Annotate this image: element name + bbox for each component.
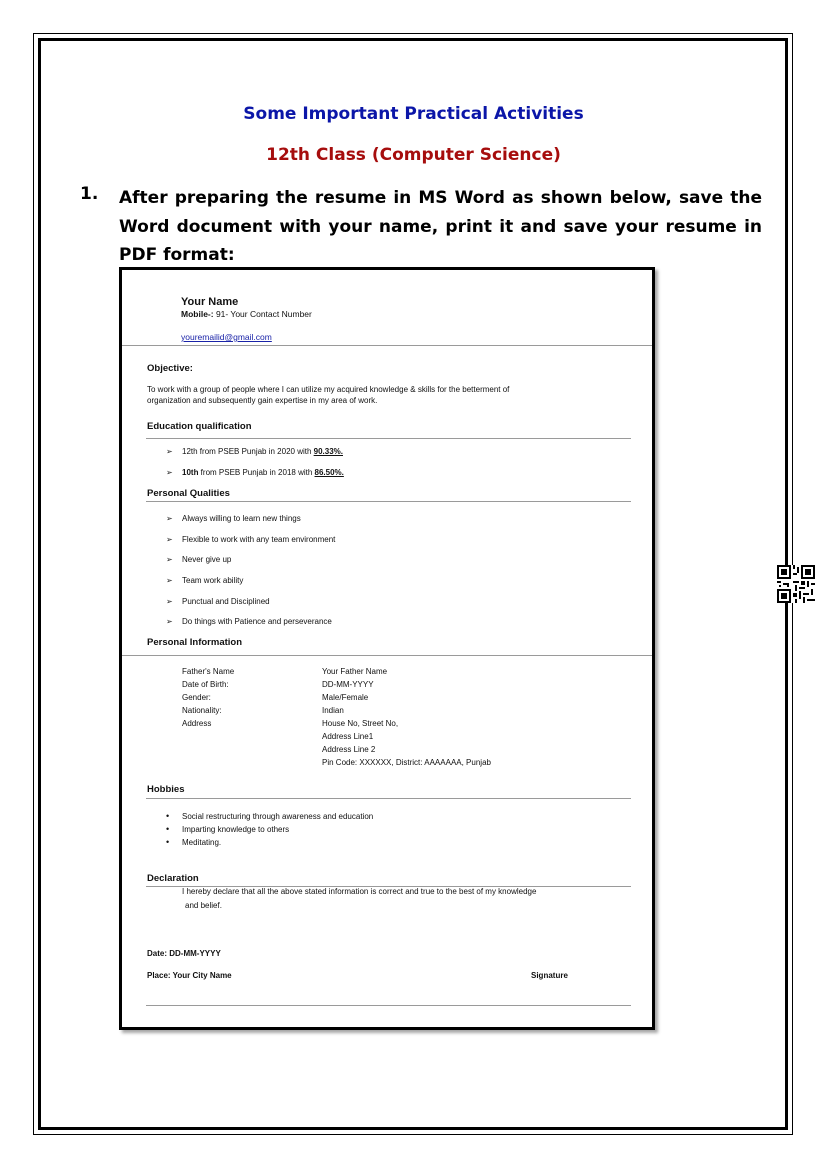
objective-heading: Objective: [147, 363, 193, 374]
info-value: Your Father Name [322, 667, 388, 676]
arrow-bullet-icon: ➢ [166, 447, 173, 456]
question-text: After preparing the resume in MS Word as shown below, save the Word document with your name, print it and save your resume in PDF format: [119, 188, 762, 265]
arrow-bullet-icon: ➢ [166, 576, 173, 585]
info-value: House No, Street No, [322, 719, 399, 728]
resume-place: Place: Your City Name [147, 971, 232, 980]
bullet-icon: • [166, 824, 170, 834]
question-number: 1. [80, 184, 99, 204]
quality-item: Always willing to learn new things [182, 514, 301, 523]
declaration-text: I hereby declare that all the above stated information is correct and true to the best of my knowledge [182, 887, 537, 896]
declaration-heading: Declaration [147, 873, 199, 884]
resume-signature: Signature [531, 971, 568, 980]
qr-code-icon [777, 565, 815, 603]
declaration-text: and belief. [185, 901, 222, 910]
resume-name: Your Name [181, 296, 239, 308]
resume-date: Date: DD-MM-YYYY [147, 949, 221, 958]
info-value: Male/Female [322, 693, 369, 702]
hobby-item: Social restructuring through awareness and education [182, 812, 374, 821]
info-value: Indian [322, 706, 344, 715]
address-line: Address Line1 [322, 732, 374, 741]
objective-text: organization and subsequently gain expertise in my area of work. [147, 396, 378, 405]
arrow-bullet-icon: ➢ [166, 468, 173, 477]
info-value: DD-MM-YYYY [322, 680, 374, 689]
hobby-item: Meditating. [182, 838, 222, 847]
education-item: 12th from PSEB Punjab in 2020 with 90.33%. [182, 447, 343, 456]
education-item: 10th from PSEB Punjab in 2018 with 86.50%. [182, 468, 344, 477]
resume-image [119, 267, 655, 1030]
info-label: Nationality: [182, 706, 222, 715]
arrow-bullet-icon: ➢ [166, 555, 173, 564]
resume-email: youremailid@gmail.com [181, 332, 272, 342]
divider [146, 1005, 631, 1006]
quality-item: Never give up [182, 555, 232, 564]
info-label: Father's Name [182, 667, 235, 676]
info-label: Address [182, 719, 212, 728]
arrow-bullet-icon: ➢ [166, 514, 173, 523]
arrow-bullet-icon: ➢ [166, 535, 173, 544]
info-label: Date of Birth: [182, 680, 229, 689]
page-title: Some Important Practical Activities [243, 104, 584, 124]
quality-item: Do things with Patience and perseverance [182, 617, 332, 626]
hobby-item: Imparting knowledge to others [182, 825, 290, 834]
page-subtitle: 12th Class (Computer Science) [266, 145, 561, 165]
quality-item: Team work ability [182, 576, 244, 585]
address-line: Address Line 2 [322, 745, 376, 754]
resume-mobile: Mobile-: 91- Your Contact Number [181, 309, 312, 319]
hobbies-heading: Hobbies [147, 784, 185, 795]
info-label: Gender: [182, 693, 211, 702]
address-line: Pin Code: XXXXXX, District: AAAAAAA, Punjab [322, 758, 491, 767]
divider [146, 438, 631, 439]
divider [146, 798, 631, 799]
arrow-bullet-icon: ➢ [166, 617, 173, 626]
divider [122, 345, 652, 346]
arrow-bullet-icon: ➢ [166, 597, 173, 606]
bullet-icon: • [166, 811, 170, 821]
quality-item: Flexible to work with any team environment [182, 535, 336, 544]
bullet-icon: • [166, 837, 170, 847]
divider [122, 655, 652, 656]
quality-item: Punctual and Disciplined [182, 597, 270, 606]
education-heading: Education qualification [147, 421, 252, 432]
divider [146, 501, 631, 502]
objective-text: To work with a group of people where I can utilize my acquired knowledge & skills for the betterment of [147, 385, 510, 394]
info-heading: Personal Information [147, 637, 243, 648]
qualities-heading: Personal Qualities [147, 488, 230, 499]
